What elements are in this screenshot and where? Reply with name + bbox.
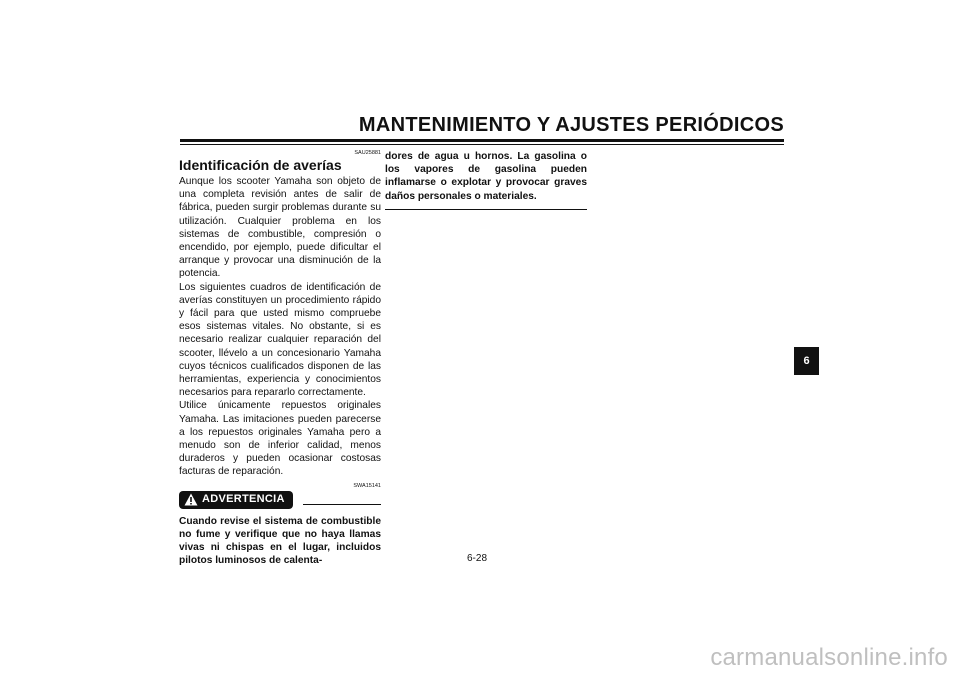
warning-code: SWA15141 xyxy=(353,482,381,489)
paragraph-charts: Los siguientes cuadros de identificación de averías constituyen un procedimiento rápido y fácil para que usted mismo compruebe esos sistemas vitales. No obstante, si es necesario realizar cualquier reparación del scooter, llévelo a un concesionario Yamaha cuyos técnicos cualificados disponen de las herramientas, experiencia y conocimientos necesarios para repararlo correctamente. xyxy=(179,281,381,399)
section-code: SAU25881 xyxy=(354,150,381,156)
section-title: Identificación de averías xyxy=(179,157,342,173)
warning-text-part1: Cuando revise el sistema de combustible no fume y verifique que no haya llamas vivas ni chispas en el lugar, incluidos pilotos luminosos de calenta- xyxy=(179,515,381,567)
chapter-tab: 6 xyxy=(794,347,819,375)
page-header-title: MANTENIMIENTO Y AJUSTES PERIÓDICOS xyxy=(358,114,784,136)
warning-label: ADVERTENCIA xyxy=(202,493,285,506)
warning-header xyxy=(179,491,381,509)
warning-triangle-icon xyxy=(184,493,198,506)
header-rule xyxy=(180,139,784,142)
paragraph-parts: Utilice únicamente repuestos originales Yamaha. Las imitaciones pueden parecerse a los repuestos originales Yamaha pero a menudo son de inferior calidad, menos duraderos y pueden ocasionar costosas facturas de reparación. xyxy=(179,400,381,478)
warning-header-rule xyxy=(303,504,381,505)
right-column xyxy=(385,150,587,210)
watermark: carmanualsonline.info xyxy=(710,644,948,671)
warning-end-rule xyxy=(385,209,587,210)
warning-badge xyxy=(179,491,293,509)
paragraph-intro: Aunque los scooter Yamaha son objeto de una completa revisión antes de salir de fábrica, pueden surgir problemas durante su utilización. Cualquier problema en los sistemas de combustible, compresión o encendido, por ejemplo, puede dificultar el arranque y provocar una disminución de la potencia. xyxy=(179,176,381,280)
left-column xyxy=(179,150,381,567)
header-rule-thin xyxy=(180,144,784,145)
warning-text-part2: dores de agua u hornos. La gasolina o los vapores de gasolina pueden inflamarse o explotar y provocar graves daños personales o materiales. xyxy=(385,151,587,202)
page-number: 6-28 xyxy=(467,553,488,564)
